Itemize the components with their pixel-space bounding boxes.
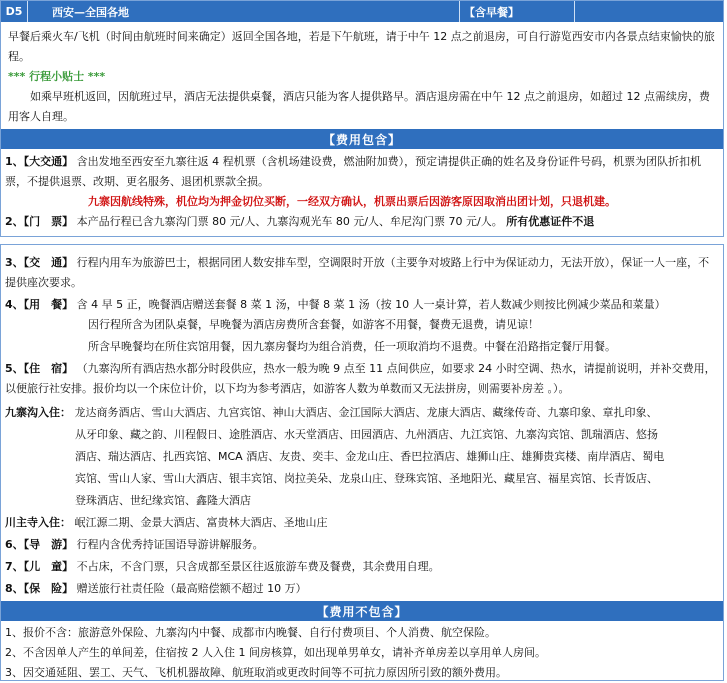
meals-text-3: 所含早晚餐均在所住宾馆用餐，因九寨房餐均为组合消费，任一项取消均不退费。中餐在沿路指定餐厅用餐。 (88, 340, 616, 353)
transport-warning: 九寨因航线特殊，机位均为押金切位买断，一经双方确认，机票出票后因游客原因取消出团计划，只退机建。 (88, 195, 616, 208)
itinerary-text: 早餐后乘火车/飞机（时间由航班时间来确定）返回全国各地，若是下午航班，请于中午 12 点之前退房，可自行游览西安市内各景点结束愉快的旅程。 (8, 30, 715, 63)
guide-row (5, 535, 717, 555)
chuanzhu-row (5, 513, 717, 533)
traffic-row (5, 253, 717, 293)
traffic-text: 行程内用车为旅游巴士，根据同团人数安排车型，空调限时开放（主要争对坡路上行中为保证动力，无法开放），保证一人一座，不提供座次要求。 (5, 256, 710, 289)
jiuzhai-hotels-3: 酒店、瑞达酒店、扎西宾馆、MCA 酒店、友贵、奕丰、金龙山庄、香巴拉酒店、雄狮山庄、雄狮贵宾楼、南岸酒店、蜀电 (75, 450, 665, 463)
header-spacer (575, 1, 723, 22)
excluded-title: 【费用不包含】 (1, 601, 723, 621)
chuanzhu-hotels: 岷江源二期、金景大酒店、富贵林大酒店、圣地山庄 (74, 516, 328, 529)
child-row (5, 557, 717, 577)
day-title: 西安—全国各地 (28, 1, 460, 22)
guide-label: 6、【导 游】 (5, 538, 74, 551)
stay-text: （九寨沟所有酒店热水都分时段供应，热水一般为晚 9 点至 11 点间供应，如要求 24 小时空调、热水，请提前说明，并补交费用，以便旅行社安排。报价均以一个床位计价，以下均为参考酒店，如游客人数为单数而又无法拼房，则需要补房差 。）。 (5, 362, 716, 395)
tips-title: *** 行程小贴士 *** (8, 70, 106, 83)
child-text: 不占床，不含门票，只含成都至景区往返旅游车费及餐费，其余费用自理。 (76, 560, 440, 573)
guide-text: 行程内含优秀持证国语导游讲解服务。 (76, 538, 264, 551)
jiuzhai-hotels-4: 宾馆、雪山人家、雪山大酒店、银丰宾馆、岗拉美朵、龙泉山庄、登珠宾馆、圣地阳光、藏星宫、福星宾馆、长青饭店、 (75, 472, 658, 485)
excluded-item: 1、报价不含：旅游意外保险、九寨沟内中餐、成都市内晚餐、自行付费项目、个人消费、航空保险。 (5, 626, 496, 639)
meal-info: 【含早餐】 (460, 1, 575, 22)
stay-row (5, 359, 717, 399)
jiuzhai-hotels-5: 登珠酒店、世纪缘宾馆、鑫隆大酒店 (75, 494, 251, 507)
traffic-label: 3、【交 通】 (5, 256, 74, 269)
tickets-note: 所有优惠证件不退 (506, 215, 595, 228)
insurance-row (5, 579, 717, 599)
meals-text-2: 因行程所含为团队桌餐，早晚餐为酒店房费所含套餐，如游客不用餐，餐费无退费，请见谅！ (88, 318, 539, 331)
tickets-text: 本产品行程已含九寨沟门票 80 元/人、九寨沟观光车 80 元/人、牟尼沟门票 70 元/人。 (76, 215, 503, 228)
included-continued-panel (0, 244, 724, 681)
tickets-label: 2、【门 票】 (5, 215, 74, 228)
jiuzhai-hotels-2: 从牙印象、藏之韵、川程假日、途胜酒店、水天堂酒店、田园酒店、九州酒店、九江宾馆、九寨沟宾馆、凯瑞酒店、悠扬 (75, 428, 658, 441)
transport-label: 1、【大交通】 (5, 155, 74, 168)
included-title: 【费用包含】 (1, 129, 723, 149)
transport-row (5, 152, 717, 192)
jiuzhai-row (5, 403, 717, 423)
stay-label: 5、【住 宿】 (5, 362, 74, 375)
excluded-item: 3、因交通延阻、罢工、天气、飞机机器故障、航班取消或更改时间等不可抗力原因所引致的额外费用。 (5, 666, 507, 679)
chuanzhu-label: 川主寺入住： (5, 516, 71, 529)
itinerary-panel (0, 0, 724, 237)
insurance-label: 8、【保 险】 (5, 582, 74, 595)
day-header (1, 1, 723, 22)
meals-row (5, 295, 717, 315)
jiuzhai-hotels: 龙达商务酒店、雪山大酒店、九宫宾馆、神山大酒店、金江国际大酒店、龙康大酒店、藏缘传奇、九寨印象、章扎印象、 (74, 406, 658, 419)
transport-text: 含出发地至西安至九寨往返 4 程机票（含机场建设费，燃油附加费），预定请提供正确的姓名及身份证件号码，机票为团队折扣机票，不提供退票、改期、更名服务、退团机票款全损。 (5, 155, 702, 188)
excluded-item: 2、不含因单人产生的单间差，住宿按 2 人入住 1 间房核算，如出现单男单女，请补齐单房差以享用单人房间。 (5, 646, 546, 659)
jiuzhai-label: 九寨沟入住： (5, 406, 71, 419)
day-number: D5 (1, 1, 28, 22)
tickets-row (5, 212, 717, 232)
meals-label: 4、【用 餐】 (5, 298, 74, 311)
insurance-text: 赠送旅行社责任险（最高赔偿额不超过 10 万） (76, 582, 307, 595)
child-label: 7、【儿 童】 (5, 560, 74, 573)
tips-text: 如乘早班机返回，因航班过早，酒店无法提供桌餐，酒店只能为客人提供路早。酒店退房需在中午 12 点之前退房，如超过 12 点需续房，费用客人自理。 (8, 90, 710, 123)
meals-text: 含 4 早 5 正，晚餐酒店赠送套餐 8 菜 1 汤，中餐 8 菜 1 汤（按 10 人一桌计算，若人数减少则按比例减少菜品和菜量） (76, 298, 666, 311)
